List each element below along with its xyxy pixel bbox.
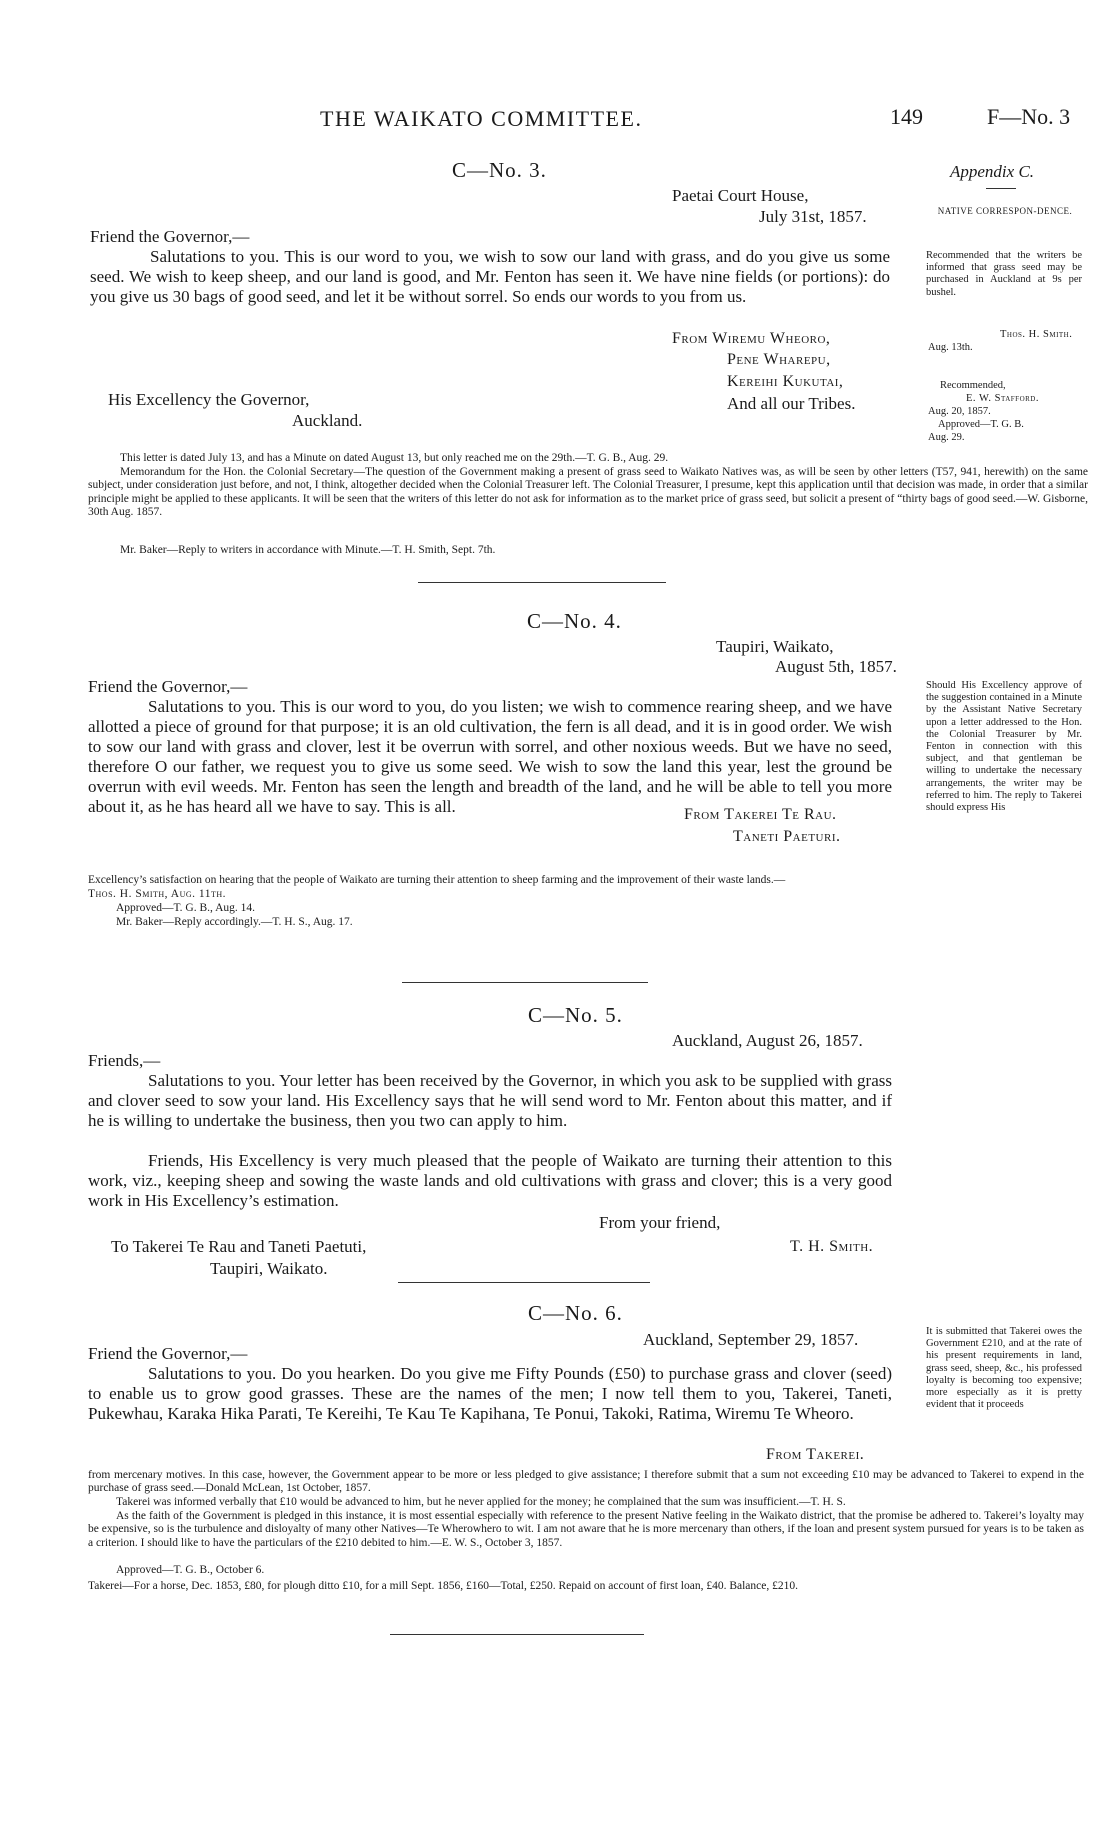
c3-side-recommended: Recommended,	[940, 380, 1006, 391]
section-divider	[402, 982, 648, 983]
c5-signer: T. H. Smith.	[790, 1238, 874, 1255]
c3-date: July 31st, 1857.	[759, 207, 867, 226]
c3-side-note: Recommended that the writers be informed that grass seed may be purchased in Auckland at 9s per bushel.	[926, 250, 1082, 298]
c3-signer-3: And all our Tribes.	[727, 394, 856, 413]
c4-date: August 5th, 1857.	[775, 657, 897, 676]
section-divider	[418, 582, 666, 583]
c3-address-line-1: His Excellency the Governor,	[108, 390, 310, 409]
c3-signer-2: Kereihi Kukutai,	[727, 373, 844, 390]
c6-body: Salutations to you. Do you hearken. Do you give me Fifty Pounds (£50) to purchase grass and clover (seed) to enable us to grow good grasses. These are the names of the men; I now tell them to you, Takerei, Taneti, Pukewhau, Karaka Hika Parati, Te Kereihi, Te Kau Te Kapihana, Te Ponui, Takoki, Ratima, Wiremu Te Wheoro.	[88, 1364, 892, 1423]
running-title: THE WAIKATO COMMITTEE.	[320, 106, 643, 131]
c5-address-line-1: To Takerei Te Rau and Taneti Paetuti,	[111, 1237, 367, 1256]
c4-salutation: Friend the Governor,—	[88, 677, 248, 696]
c6-from: From Takerei.	[766, 1446, 865, 1463]
document-reference: F—No. 3	[987, 104, 1071, 129]
c3-side-approved-date: Aug. 29.	[928, 432, 965, 443]
c3-place: Paetai Court House,	[672, 186, 809, 205]
c3-body: Salutations to you. This is our word to you, we wish to sow our land with grass, and do you give us some seed. We wish to keep sheep, and our land is good, and Mr. Fenton has seen it. We have nine fields (or portions): do you give us 30 bags of good seed, and let it be without sorrel. So ends our words to you from us.	[90, 247, 890, 306]
section-heading-c6: C—No. 6.	[528, 1301, 623, 1325]
c4-note-reply: Mr. Baker—Reply accordingly.—T. H. S., Aug. 17.	[116, 916, 353, 928]
c5-paragraph-2: Friends, His Excellency is very much pleased that the people of Waikato are turning their attention to this work, viz., keeping sheep and sowing the waste lands and old cultivations with grass and clover; this is a very good work in His Excellency’s estimation.	[88, 1151, 892, 1210]
c4-from: From Takerei Te Rau.	[684, 806, 837, 823]
c3-note-3: Mr. Baker—Reply to writers in accordance with Minute.—T. H. Smith, Sept. 7th.	[120, 544, 496, 556]
c6-side-note: It is submitted that Takerei owes the Government £210, and at the rate of his present requirements in land, grass seed, sheep, &c., his professed loyalty is becoming too expensive; more especially as it is pretty evident that it proceeds	[926, 1326, 1082, 1411]
c5-place-date: Auckland, August 26, 1857.	[672, 1031, 863, 1050]
c5-closing: From your friend,	[599, 1213, 721, 1232]
c4-note-approved: Approved—T. G. B., Aug. 14.	[116, 902, 256, 914]
c4-place: Taupiri, Waikato,	[716, 637, 834, 656]
c4-signer: Taneti Paeturi.	[733, 828, 841, 845]
c3-memorandum: Memorandum for the Hon. the Colonial Secretary—The question of the Government making a present of grass seed to Waikato Natives was, as will be seen by other letters (T57, 941, herewith) on the same subject, under consideration just before, and not, I think, altogether decided when the Colonial Treasurer left. The Colonial Treasurer, I presume, kept this application until that decision was made, in order that a similar principle might be applied to these applicants. It will be seen that the writers of this letter do not ask for information as to the market price of grass seed, but solicit a present of “thirty bags of good seed.—W. Gisborne, 30th Aug. 1857.	[88, 466, 1088, 518]
c5-salutation: Friends,—	[88, 1051, 161, 1070]
c6-place-date: Auckland, September 29, 1857.	[643, 1330, 859, 1349]
appendix-rule	[986, 188, 1016, 189]
c3-side-stafford-date: Aug. 20, 1857.	[928, 406, 991, 417]
c6-salutation: Friend the Governor,—	[88, 1344, 248, 1363]
c4-note-signature: Thos. H. Smith, Aug. 11th.	[88, 888, 227, 900]
section-heading-c4: C—No. 4.	[527, 609, 622, 633]
c4-body: Salutations to you. This is our word to you, do you listen; we wish to commence rearing sheep, and we have allotted a piece of ground for that purpose; it is an old cultivation, the fern is all dead, and it is in good order. We wish to sow our land with grass and clover, lest it be overrun with sorrel, and other noxious weeds. But we have no seed, therefore O our father, we request you to give us some seed. We wish to sow the land this year, lest the ground be overrun with evil weeds. Mr. Fenton has seen the length and breadth of the land, and he will be able to tell you more about it, as he has heard all we have to say. This is all.	[88, 697, 892, 816]
page-number: 149	[890, 104, 923, 129]
c3-side-approved: Approved—T. G. B.	[938, 419, 1024, 430]
section-divider	[390, 1634, 644, 1635]
c6-account-note: Takerei—For a horse, Dec. 1853, £80, for plough ditto £10, for a mill Sept. 1856, £160—Total, £250. Repaid on account of first loan, £40. Balance, £210.	[88, 1580, 798, 1592]
c3-address-line-2: Auckland.	[292, 411, 363, 430]
c3-signer-1: Pene Wharepu,	[727, 351, 831, 368]
c6-note-continuation: from mercenary motives. In this case, however, the Government appear to be more or less pledged to give assistance; I therefore submit that a sum not exceeding £10 may be advanced to Takerei to expend in the purchase of grass seed.—Donald McLean, 1st October, 1857.	[88, 1469, 1084, 1495]
c6-note-approved: Approved—T. G. B., October 6.	[116, 1564, 265, 1576]
c3-side-signature: Thos. H. Smith.	[1000, 329, 1073, 340]
c5-paragraph-1: Salutations to you. Your letter has been received by the Governor, in which you ask to be supplied with grass and clover seed to sow your land. His Excellency says that he will send word to Mr. Fenton about this matter, and if he is willing to undertake the business, then you two can apply to him.	[88, 1071, 892, 1130]
section-heading-c5: C—No. 5.	[528, 1003, 623, 1027]
c6-note-faith: As the faith of the Government is pledged in this instance, it is most essential especially with reference to the present Native feeling in the Waikato district, that the promise be adhered to. Takerei’s loyalty may be expensive, so is the turbulence and disloyalty of many other Natives—Te Wherowhero to wit. I am not aware that he is more mercenary than others, if the loan and present system pursued for years is to be taken as a criterion. I should like to have the particulars of the £210 debited to him.—E. W. S., October 3, 1857.	[88, 1510, 1084, 1549]
section-divider	[398, 1282, 650, 1283]
c4-note-continuation: Excellency’s satisfaction on hearing that the people of Waikato are turning their attention to sheep farming and the improvement of their waste lands.—	[88, 874, 786, 886]
c3-side-stafford: E. W. Stafford.	[966, 393, 1039, 404]
c3-salutation: Friend the Governor,—	[90, 227, 250, 246]
c3-from: From Wiremu Wheoro,	[672, 330, 831, 347]
native-correspondence-label: NATIVE CORRESPON-DENCE.	[937, 206, 1073, 216]
section-heading-c3: C—No. 3.	[452, 158, 547, 182]
c6-note-informed: Takerei was informed verbally that £10 would be advanced to him, but he never applied for the money; he complained that the sum was insufficient.—T. H. S.	[116, 1496, 846, 1508]
c3-note-1: This letter is dated July 13, and has a Minute on dated August 13, but only reached me on the 29th.—T. G. B., Aug. 29.	[120, 452, 669, 464]
c5-address-line-2: Taupiri, Waikato.	[210, 1259, 328, 1278]
appendix-label: Appendix C.	[950, 162, 1035, 181]
c3-side-date: Aug. 13th.	[928, 342, 973, 353]
c4-side-note: Should His Excellency approve of the suggestion contained in a Minute by the Assistant Native Secretary upon a letter addressed to the Hon. the Colonial Treasurer by Mr. Fenton in connection with this subject, and that gentleman be willing to undertake the necessary arrangements, the writer may be referred to him. The reply to Takerei should express His	[926, 680, 1082, 814]
